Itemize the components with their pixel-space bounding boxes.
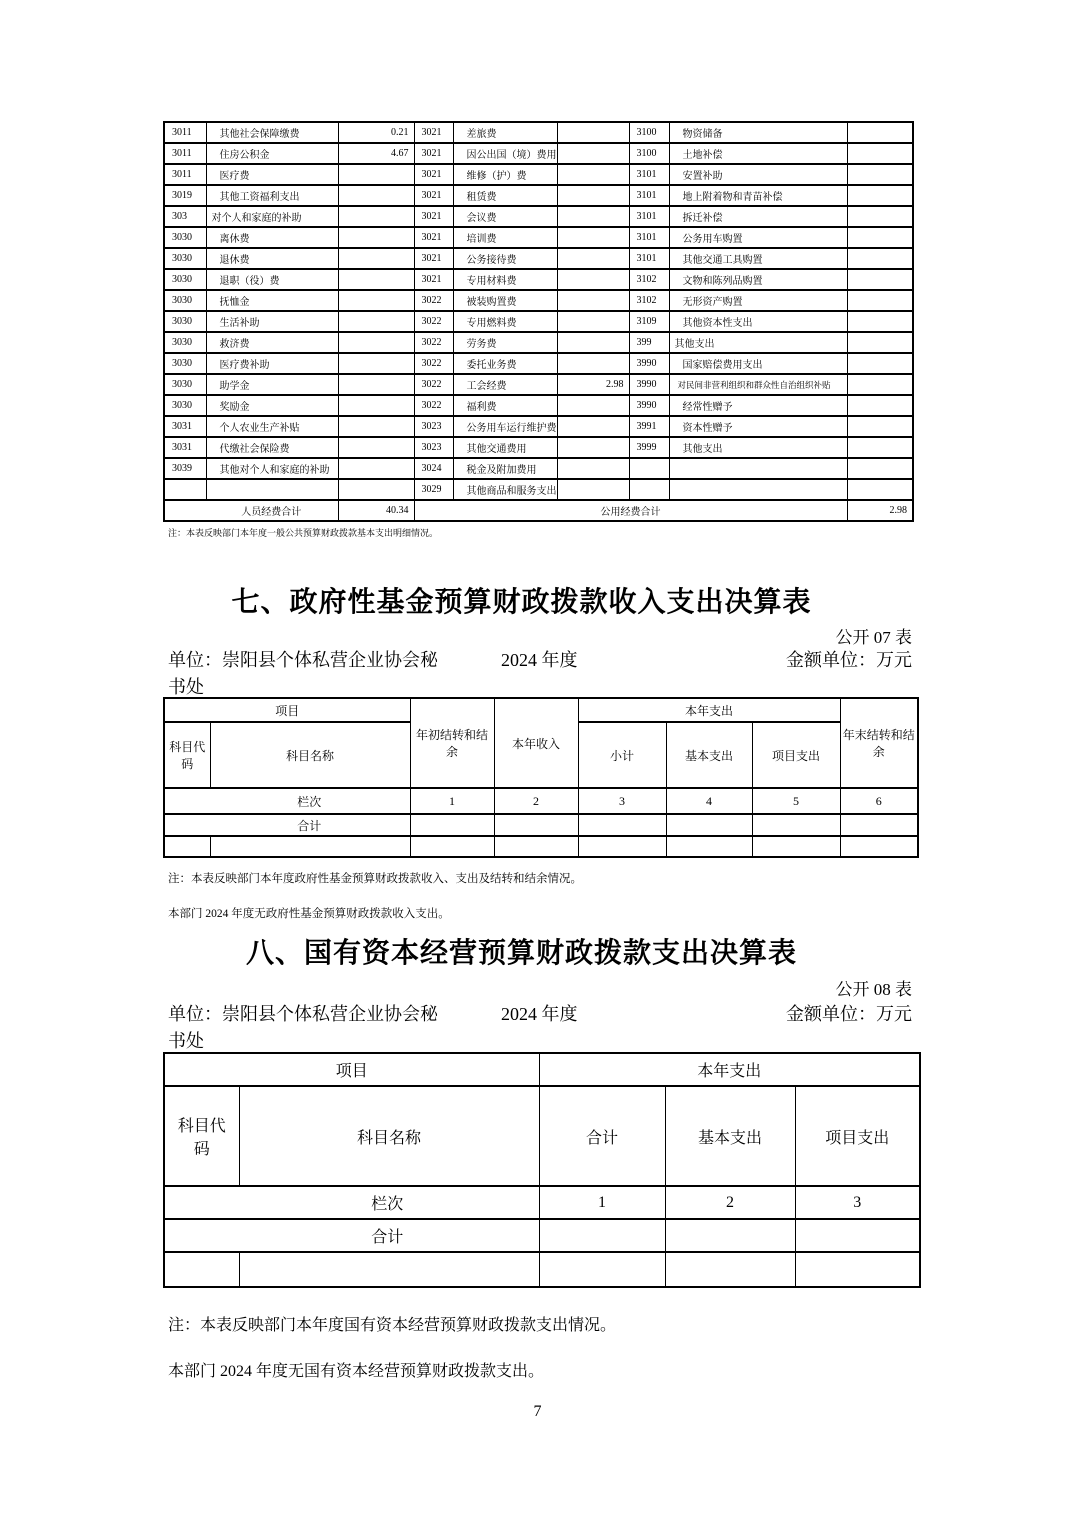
cell-code: 3100 (629, 143, 669, 164)
cell-code: 3990 (629, 395, 669, 416)
cell-value (557, 416, 629, 437)
cell-name: 公务接待费 (453, 248, 557, 269)
cell-code: 3022 (414, 290, 453, 311)
cell-value (557, 269, 629, 290)
cell-name: 工会经费 (453, 374, 557, 395)
empty-cell (795, 1252, 920, 1287)
table-row (164, 290, 913, 311)
col-index: 2 (665, 1186, 795, 1219)
cell-value (847, 416, 913, 437)
cell-code: 3030 (164, 374, 206, 395)
table-row (164, 227, 913, 248)
cell-value (557, 248, 629, 269)
state-capital-table (163, 1052, 921, 1288)
cell-value (338, 395, 414, 416)
cell-code: 3029 (414, 479, 453, 500)
cell-code: 3021 (414, 185, 453, 206)
cell-code: 3030 (164, 311, 206, 332)
table-row (164, 353, 913, 374)
gov-fund-table (163, 697, 919, 858)
cell-name: 地上附着物和青苗补偿 (669, 185, 847, 206)
cell-name (206, 479, 338, 500)
year-income-header: 本年收入 (494, 698, 578, 788)
cell-value (338, 269, 414, 290)
cell-name: 无形资产购置 (669, 290, 847, 311)
cell-name: 其他工资福利支出 (206, 185, 338, 206)
basic-expense-header: 基本支出 (666, 722, 752, 788)
cell-name: 其他商品和服务支出 (453, 479, 557, 500)
cell-value (338, 332, 414, 353)
year-expense-header: 本年支出 (578, 698, 840, 722)
unit-name-line1: 单位：崇阳县个体私营企业协会秘 (168, 1004, 438, 1024)
cell-code: 3101 (629, 206, 669, 227)
cell-value (847, 164, 913, 185)
cell-name: 生活补助 (206, 311, 338, 332)
empty-cell (578, 836, 666, 857)
cell-code: 3024 (414, 458, 453, 479)
basic-table-note: 注：本表反映部门本年度一般公共预算财政拨款基本支出明细情况。 (168, 528, 439, 538)
section7-table-tag: 公开 07 表 (835, 628, 912, 647)
cell-value (847, 248, 913, 269)
begin-balance-header: 年初结转和结余 (410, 698, 494, 788)
cell-name: 离休费 (206, 227, 338, 248)
table-row (164, 374, 913, 395)
cell-value (557, 290, 629, 311)
cell-value: 4.67 (338, 143, 414, 164)
cell-name: 其他交通工具购置 (669, 248, 847, 269)
empty-cell (410, 836, 494, 857)
cell-value (847, 374, 913, 395)
empty-cell (410, 814, 494, 836)
section8-table-tag: 公开 08 表 (835, 980, 912, 999)
empty-cell (210, 836, 410, 857)
col-index: 2 (494, 788, 578, 814)
cell-code: 3990 (629, 374, 669, 395)
empty-cell (795, 1219, 920, 1252)
subject-code-header: 科目代码 (164, 1086, 239, 1186)
cell-name: 其他对个人和家庭的补助 (206, 458, 338, 479)
fiscal-year: 2024 年度 (501, 1004, 578, 1024)
cell-code: 3101 (629, 227, 669, 248)
project-header: 项目 (164, 1053, 539, 1086)
cell-name: 代缴社会保险费 (206, 437, 338, 458)
project-expense-header: 项目支出 (795, 1086, 920, 1186)
cell-value (338, 290, 414, 311)
column-index-row (164, 788, 918, 814)
cell-name: 福利费 (453, 395, 557, 416)
project-expense-header: 项目支出 (752, 722, 840, 788)
cell-code: 3030 (164, 248, 206, 269)
empty-cell (666, 836, 752, 857)
cell-value (557, 143, 629, 164)
year-expense-header: 本年支出 (539, 1053, 920, 1086)
subject-name-header: 科目名称 (239, 1086, 539, 1186)
empty-cell (840, 814, 918, 836)
cell-value (557, 332, 629, 353)
cell-value (338, 185, 414, 206)
cell-value (338, 437, 414, 458)
cell-name: 税金及附加费用 (453, 458, 557, 479)
total-row (164, 1219, 920, 1252)
cell-code: 3030 (164, 269, 206, 290)
cell-value (338, 227, 414, 248)
col-index: 1 (410, 788, 494, 814)
section7-note1: 注：本表反映部门本年度政府性基金预算财政拨款收入、支出及结转和结余情况。 (168, 873, 582, 885)
cell-value (557, 122, 629, 143)
cell-name: 退休费 (206, 248, 338, 269)
cell-name: 公务用车购置 (669, 227, 847, 248)
cell-code (164, 479, 206, 500)
empty-cell (164, 836, 210, 857)
header-row-1 (164, 698, 918, 722)
cell-name: 住房公积金 (206, 143, 338, 164)
cell-code: 3022 (414, 395, 453, 416)
cell-value (338, 206, 414, 227)
col-index: 6 (840, 788, 918, 814)
lanci-label: 栏次 (164, 1186, 539, 1219)
empty-cell (494, 836, 578, 857)
cell-code: 3039 (164, 458, 206, 479)
cell-code: 3101 (629, 248, 669, 269)
personnel-total-label: 人员经费合计 (164, 500, 338, 521)
cell-code: 3999 (629, 437, 669, 458)
cell-value (847, 332, 913, 353)
basic-expense-totals (164, 500, 913, 521)
cell-name: 被装购置费 (453, 290, 557, 311)
total-label: 合计 (164, 1219, 539, 1252)
cell-name: 个人农业生产补贴 (206, 416, 338, 437)
money-unit: 金额单位：万元 (786, 1004, 912, 1024)
cell-code: 3011 (164, 164, 206, 185)
cell-code (629, 458, 669, 479)
cell-code: 3101 (629, 164, 669, 185)
cell-value (557, 164, 629, 185)
cell-name: 专用材料费 (453, 269, 557, 290)
column-index-row (164, 1186, 920, 1219)
cell-code: 3011 (164, 122, 206, 143)
cell-name: 对个人和家庭的补助 (206, 206, 338, 227)
cell-value (847, 227, 913, 248)
cell-code: 3021 (414, 206, 453, 227)
cell-code: 3991 (629, 416, 669, 437)
fiscal-year: 2024 年度 (501, 650, 578, 670)
cell-value (338, 458, 414, 479)
cell-value (847, 122, 913, 143)
unit-name-line2: 书处 (168, 677, 204, 697)
cell-value (338, 479, 414, 500)
cell-value (847, 353, 913, 374)
empty-cell (539, 1252, 665, 1287)
empty-cell (665, 1219, 795, 1252)
cell-name: 经常性赠予 (669, 395, 847, 416)
cell-value (338, 311, 414, 332)
total-header: 合计 (539, 1086, 665, 1186)
cell-name: 助学金 (206, 374, 338, 395)
subtotal-header: 小计 (578, 722, 666, 788)
table-row (164, 164, 913, 185)
cell-name: 租赁费 (453, 185, 557, 206)
cell-value (847, 437, 913, 458)
cell-value (847, 458, 913, 479)
cell-name: 医疗费补助 (206, 353, 338, 374)
totals-row (164, 500, 913, 521)
cell-name: 土地补偿 (669, 143, 847, 164)
end-balance-header: 年末结转和结余 (840, 698, 918, 788)
cell-name: 专用燃料费 (453, 311, 557, 332)
cell-name: 会议费 (453, 206, 557, 227)
cell-value (847, 143, 913, 164)
cell-value (557, 206, 629, 227)
empty-cell (752, 836, 840, 857)
section7-title: 七、政府性基金预算财政拨款收入支出决算表 (231, 586, 812, 617)
cell-value (557, 185, 629, 206)
cell-name: 因公出国（境）费用 (453, 143, 557, 164)
cell-name: 拆迁补偿 (669, 206, 847, 227)
cell-code: 3100 (629, 122, 669, 143)
cell-code: 3019 (164, 185, 206, 206)
cell-value (557, 395, 629, 416)
cell-code: 3030 (164, 332, 206, 353)
section8-unit-line (163, 1000, 912, 1050)
basic-expense-header: 基本支出 (665, 1086, 795, 1186)
table-row (164, 395, 913, 416)
cell-name: 物资储备 (669, 122, 847, 143)
cell-code (629, 479, 669, 500)
cell-value (847, 479, 913, 500)
cell-value (557, 437, 629, 458)
table-row (164, 332, 913, 353)
cell-value: 2.98 (557, 374, 629, 395)
table-row (164, 311, 913, 332)
col-index: 5 (752, 788, 840, 814)
empty-cell (666, 814, 752, 836)
cell-code: 399 (629, 332, 669, 353)
cell-code: 3021 (414, 269, 453, 290)
cell-name: 文物和陈列品购置 (669, 269, 847, 290)
section8-title: 八、国有资本经营预算财政拨款支出决算表 (245, 937, 797, 968)
empty-cell (752, 814, 840, 836)
basic-expense-tbody (164, 122, 913, 500)
cell-code: 3102 (629, 269, 669, 290)
cell-value (557, 458, 629, 479)
table-row (164, 122, 913, 143)
cell-code: 3030 (164, 290, 206, 311)
cell-value (847, 290, 913, 311)
cell-value (557, 353, 629, 374)
cell-code: 3109 (629, 311, 669, 332)
cell-code: 3022 (414, 374, 453, 395)
cell-value (847, 269, 913, 290)
cell-code: 3030 (164, 353, 206, 374)
col-index: 3 (578, 788, 666, 814)
subject-name-header: 科目名称 (210, 722, 410, 788)
empty-cell (578, 814, 666, 836)
cell-name: 培训费 (453, 227, 557, 248)
cell-name: 资本性赠予 (669, 416, 847, 437)
cell-name: 其他支出 (669, 437, 847, 458)
unit-name-line1: 单位：崇阳县个体私营企业协会秘 (168, 650, 438, 670)
cell-code: 3990 (629, 353, 669, 374)
cell-name: 公务用车运行维护费 (453, 416, 557, 437)
col-index: 4 (666, 788, 752, 814)
money-unit: 金额单位：万元 (786, 650, 912, 670)
cell-value (338, 164, 414, 185)
table-row (164, 269, 913, 290)
cell-name (669, 479, 847, 500)
cell-name: 救济费 (206, 332, 338, 353)
project-header: 项目 (164, 698, 410, 722)
cell-name: 劳务费 (453, 332, 557, 353)
cell-value (847, 395, 913, 416)
unit-name-line2: 书处 (168, 1031, 204, 1051)
cell-code: 3030 (164, 395, 206, 416)
empty-cell (539, 1219, 665, 1252)
cell-value (847, 311, 913, 332)
cell-name (669, 458, 847, 479)
cell-code: 3101 (629, 185, 669, 206)
cell-value: 0.21 (338, 122, 414, 143)
cell-value (338, 416, 414, 437)
page-number: 7 (533, 1403, 542, 1420)
cell-code: 303 (164, 206, 206, 227)
cell-name: 其他交通费用 (453, 437, 557, 458)
basic-expense-table (163, 121, 914, 522)
cell-value (847, 185, 913, 206)
table-row (164, 437, 913, 458)
cell-code: 3102 (629, 290, 669, 311)
table-row (164, 143, 913, 164)
empty-row (164, 836, 918, 857)
cell-code: 3021 (414, 164, 453, 185)
section7-unit-line (163, 646, 912, 696)
section8-note1: 注：本表反映部门本年度国有资本经营预算财政拨款支出情况。 (168, 1317, 617, 1334)
col-index: 3 (795, 1186, 920, 1219)
cell-name: 其他支出 (669, 332, 847, 353)
public-total-label: 公用经费合计 (414, 500, 847, 521)
public-total-value: 2.98 (847, 500, 913, 521)
cell-name: 其他社会保障缴费 (206, 122, 338, 143)
header-row-2 (164, 1086, 920, 1186)
subject-code-header: 科目代码 (164, 722, 210, 788)
cell-name: 对民间非营利组织和群众性自治组织补贴 (669, 374, 847, 395)
cell-name: 其他资本性支出 (669, 311, 847, 332)
empty-row (164, 1252, 920, 1287)
cell-name: 医疗费 (206, 164, 338, 185)
empty-cell (494, 814, 578, 836)
cell-value (338, 248, 414, 269)
cell-name: 奖励金 (206, 395, 338, 416)
total-row (164, 814, 918, 836)
cell-code: 3021 (414, 122, 453, 143)
cell-code: 3030 (164, 227, 206, 248)
cell-value (338, 353, 414, 374)
total-label: 合计 (164, 814, 410, 836)
cell-name: 退职（役）费 (206, 269, 338, 290)
cell-code: 3021 (414, 248, 453, 269)
cell-name: 国家赔偿费用支出 (669, 353, 847, 374)
cell-value (847, 206, 913, 227)
cell-name: 安置补助 (669, 164, 847, 185)
empty-cell (164, 1252, 239, 1287)
cell-code: 3022 (414, 332, 453, 353)
table-row (164, 206, 913, 227)
col-index: 1 (539, 1186, 665, 1219)
cell-name: 维修（护）费 (453, 164, 557, 185)
empty-cell (840, 836, 918, 857)
personnel-total-value: 40.34 (338, 500, 414, 521)
table-row (164, 185, 913, 206)
cell-value (557, 227, 629, 248)
table-row (164, 458, 913, 479)
cell-code: 3023 (414, 416, 453, 437)
cell-code: 3021 (414, 143, 453, 164)
cell-value (338, 374, 414, 395)
cell-code: 3031 (164, 437, 206, 458)
cell-value (557, 479, 629, 500)
section7-note2: 本部门 2024 年度无政府性基金预算财政拨款收入支出。 (168, 908, 450, 920)
cell-code: 3022 (414, 311, 453, 332)
cell-name: 差旅费 (453, 122, 557, 143)
cell-name: 委托业务费 (453, 353, 557, 374)
table-row (164, 416, 913, 437)
empty-cell (665, 1252, 795, 1287)
cell-code: 3031 (164, 416, 206, 437)
empty-cell (239, 1252, 539, 1287)
table-row (164, 479, 913, 500)
cell-value (557, 311, 629, 332)
cell-code: 3023 (414, 437, 453, 458)
cell-code: 3021 (414, 227, 453, 248)
table-row (164, 248, 913, 269)
header-row-1 (164, 1053, 920, 1086)
cell-code: 3022 (414, 353, 453, 374)
section8-note2: 本部门 2024 年度无国有资本经营预算财政拨款支出。 (168, 1363, 545, 1380)
cell-code: 3011 (164, 143, 206, 164)
lanci-label: 栏次 (164, 788, 410, 814)
cell-name: 抚恤金 (206, 290, 338, 311)
